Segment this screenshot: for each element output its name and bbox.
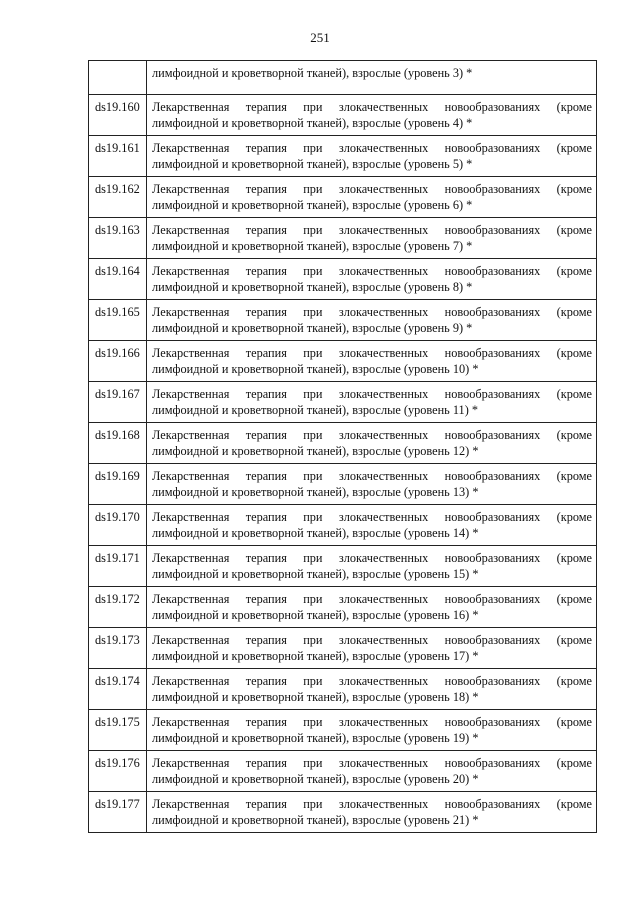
description-line-2: лимфоидной и кроветворной тканей), взрослые (уровень 10) * xyxy=(152,362,479,376)
description-cell xyxy=(147,382,597,423)
description-line-1: Лекарственная терапия при злокачественных новообразованиях (кроме xyxy=(152,346,592,360)
description-cell xyxy=(147,792,597,833)
description-line-2: лимфоидной и кроветворной тканей), взрослые (уровень 20) * xyxy=(152,772,479,786)
table-row xyxy=(89,95,597,136)
table-row xyxy=(89,464,597,505)
description-cell xyxy=(147,136,597,177)
table-row xyxy=(89,218,597,259)
table-row xyxy=(89,61,597,95)
description-line-2: лимфоидной и кроветворной тканей), взрослые (уровень 6) * xyxy=(152,198,473,212)
code-cell: ds19.175 xyxy=(89,710,147,751)
code-cell xyxy=(89,61,147,95)
table-row xyxy=(89,546,597,587)
table-row xyxy=(89,751,597,792)
table-row xyxy=(89,382,597,423)
description-line-2: лимфоидной и кроветворной тканей), взрослые (уровень 21) * xyxy=(152,813,479,827)
code-cell: ds19.160 xyxy=(89,95,147,136)
description-line-1: Лекарственная терапия при злокачественных новообразованиях (кроме xyxy=(152,428,592,442)
description-line-1: Лекарственная терапия при злокачественных новообразованиях (кроме xyxy=(152,182,592,196)
code-cell: ds19.174 xyxy=(89,669,147,710)
table-row xyxy=(89,505,597,546)
description-cell xyxy=(147,341,597,382)
description-line-2: лимфоидной и кроветворной тканей), взрослые (уровень 9) * xyxy=(152,321,473,335)
code-cell: ds19.171 xyxy=(89,546,147,587)
page-number: 251 xyxy=(310,30,330,45)
description-line-1: Лекарственная терапия при злокачественных новообразованиях (кроме xyxy=(152,264,592,278)
description-line-2: лимфоидной и кроветворной тканей), взрослые (уровень 11) * xyxy=(152,403,479,417)
description-cell xyxy=(147,423,597,464)
description-cell xyxy=(147,628,597,669)
description-line-1: Лекарственная терапия при злокачественных новообразованиях (кроме xyxy=(152,510,592,524)
description-cell xyxy=(147,464,597,505)
description-text: лимфоидной и кроветворной тканей), взрослые (уровень 3) * xyxy=(152,66,473,80)
description-cell xyxy=(147,669,597,710)
description-line-1: Лекарственная терапия при злокачественных новообразованиях (кроме xyxy=(152,469,592,483)
description-cell xyxy=(147,505,597,546)
code-cell: ds19.165 xyxy=(89,300,147,341)
table-row xyxy=(89,259,597,300)
description-cell xyxy=(147,751,597,792)
description-line-1: Лекарственная терапия при злокачественных новообразованиях (кроме xyxy=(152,674,592,688)
description-cell xyxy=(147,177,597,218)
code-cell: ds19.167 xyxy=(89,382,147,423)
description-cell xyxy=(147,710,597,751)
code-cell: ds19.168 xyxy=(89,423,147,464)
description-line-1: Лекарственная терапия при злокачественных новообразованиях (кроме xyxy=(152,756,592,770)
description-line-2: лимфоидной и кроветворной тканей), взрослые (уровень 14) * xyxy=(152,526,479,540)
code-cell: ds19.176 xyxy=(89,751,147,792)
code-cell: ds19.172 xyxy=(89,587,147,628)
description-line-2: лимфоидной и кроветворной тканей), взрослые (уровень 16) * xyxy=(152,608,479,622)
code-cell: ds19.166 xyxy=(89,341,147,382)
table-body xyxy=(89,61,597,833)
description-line-2: лимфоидной и кроветворной тканей), взрослые (уровень 8) * xyxy=(152,280,473,294)
description-cell xyxy=(147,546,597,587)
table-row xyxy=(89,177,597,218)
description-line-2: лимфоидной и кроветворной тканей), взрослые (уровень 19) * xyxy=(152,731,479,745)
description-line-1: Лекарственная терапия при злокачественных новообразованиях (кроме xyxy=(152,715,592,729)
description-line-1: Лекарственная терапия при злокачественных новообразованиях (кроме xyxy=(152,305,592,319)
description-line-2: лимфоидной и кроветворной тканей), взрослые (уровень 15) * xyxy=(152,567,479,581)
description-line-1: Лекарственная терапия при злокачественных новообразованиях (кроме xyxy=(152,387,592,401)
code-cell: ds19.162 xyxy=(89,177,147,218)
table-row xyxy=(89,792,597,833)
description-cell xyxy=(147,587,597,628)
description-line-1: Лекарственная терапия при злокачественных новообразованиях (кроме xyxy=(152,141,592,155)
code-cell: ds19.161 xyxy=(89,136,147,177)
code-cell: ds19.173 xyxy=(89,628,147,669)
description-cell xyxy=(147,300,597,341)
table-row xyxy=(89,341,597,382)
description-line-2: лимфоидной и кроветворной тканей), взрослые (уровень 18) * xyxy=(152,690,479,704)
code-table xyxy=(88,60,597,833)
description-line-2: лимфоидной и кроветворной тканей), взрослые (уровень 12) * xyxy=(152,444,479,458)
table-row xyxy=(89,628,597,669)
code-cell: ds19.170 xyxy=(89,505,147,546)
table-row xyxy=(89,423,597,464)
description-cell xyxy=(147,61,597,95)
description-line-2: лимфоидной и кроветворной тканей), взрослые (уровень 13) * xyxy=(152,485,479,499)
description-line-2: лимфоидной и кроветворной тканей), взрослые (уровень 5) * xyxy=(152,157,473,171)
description-line-2: лимфоидной и кроветворной тканей), взрослые (уровень 7) * xyxy=(152,239,473,253)
description-line-1: Лекарственная терапия при злокачественных новообразованиях (кроме xyxy=(152,592,592,606)
table-row xyxy=(89,669,597,710)
code-cell: ds19.163 xyxy=(89,218,147,259)
description-cell xyxy=(147,218,597,259)
code-cell: ds19.177 xyxy=(89,792,147,833)
description-line-1: Лекарственная терапия при злокачественных новообразованиях (кроме xyxy=(152,551,592,565)
table-row xyxy=(89,710,597,751)
description-cell xyxy=(147,95,597,136)
table-row xyxy=(89,300,597,341)
description-line-1: Лекарственная терапия при злокачественных новообразованиях (кроме xyxy=(152,797,592,811)
code-cell: ds19.164 xyxy=(89,259,147,300)
description-line-1: Лекарственная терапия при злокачественных новообразованиях (кроме xyxy=(152,223,592,237)
table-row xyxy=(89,587,597,628)
table-row xyxy=(89,136,597,177)
description-line-2: лимфоидной и кроветворной тканей), взрослые (уровень 17) * xyxy=(152,649,479,663)
description-cell xyxy=(147,259,597,300)
code-cell: ds19.169 xyxy=(89,464,147,505)
description-line-2: лимфоидной и кроветворной тканей), взрослые (уровень 4) * xyxy=(152,116,473,130)
description-line-1: Лекарственная терапия при злокачественных новообразованиях (кроме xyxy=(152,633,592,647)
description-line-1: Лекарственная терапия при злокачественных новообразованиях (кроме xyxy=(152,100,592,114)
